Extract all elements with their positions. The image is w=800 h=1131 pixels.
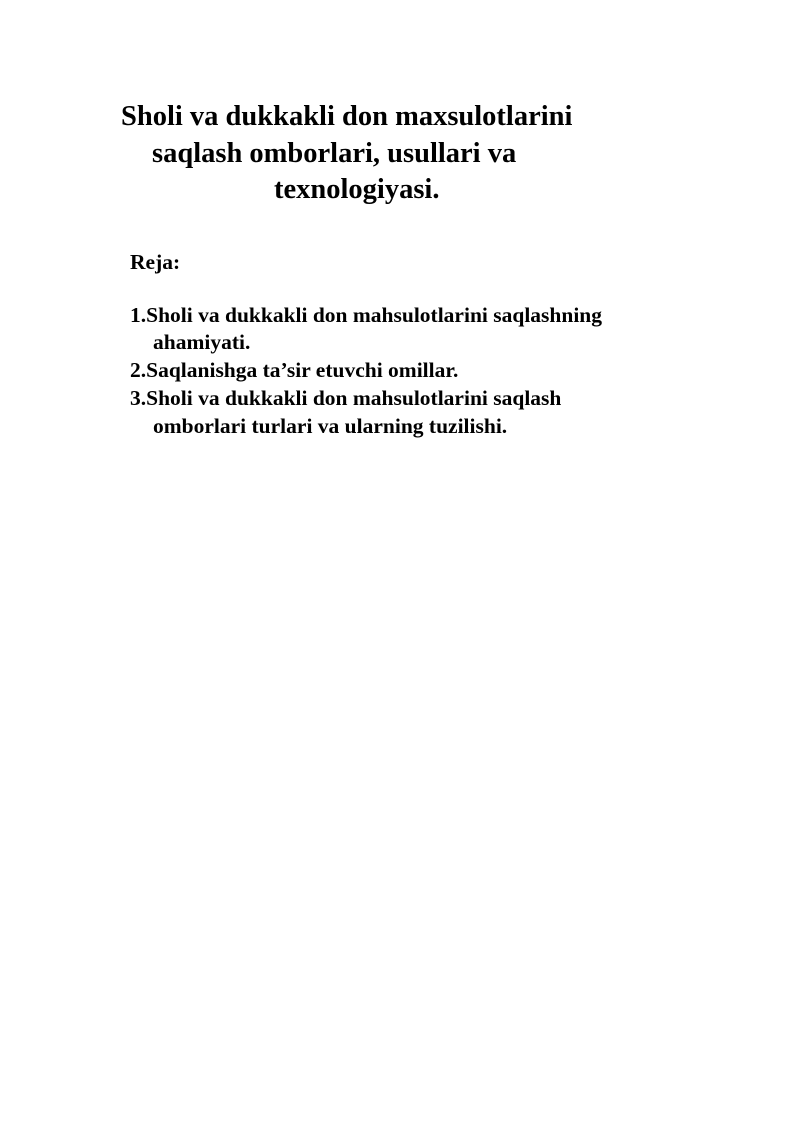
plan-item-1-continued: ahamiyati.	[153, 330, 251, 354]
title-line-2: saqlash omborlari, usullari va	[152, 138, 517, 169]
plan-item-3-continued: omborlari turlari va ularning tuzilishi.	[153, 414, 508, 438]
plan-item-3: 3.Sholi va dukkakli don mahsulotlarini saqlash	[130, 386, 562, 410]
plan-item-2: 2.Saqlanishga ta’sir etuvchi omillar.	[130, 358, 459, 382]
title-line-1: Sholi va dukkakli don maxsulotlarini	[121, 101, 573, 132]
title-line-3: texnologiyasi.	[274, 174, 440, 205]
plan-item-1: 1.Sholi va dukkakli don mahsulotlarini saqlashning	[130, 303, 603, 327]
plan-heading: Reja:	[130, 250, 181, 274]
